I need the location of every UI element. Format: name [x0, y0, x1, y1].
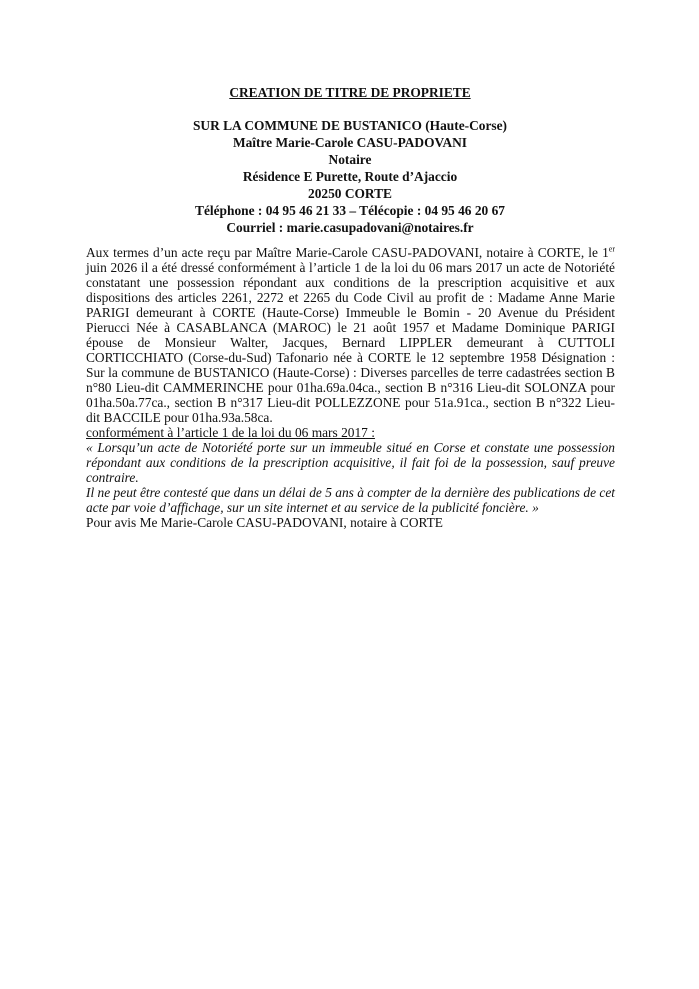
intro-text-rest: juin 2026 il a été dressé conformément à l’article 1 de la loi du 06 mars 2017 un acte de Notoriété constatant une possession répondant aux conditions de la prescription acquisitive et aux dispositions des articles 2261, 2272 et 2265 du Code Civil au profit de : Madame Anne Marie PARIGI demeurant à CORTE (Haute-Corse) Immeuble le Bomin - 20 Avenue du Président Pierucci Née à CASABLANCA (MAROC) le 21 août 1957 et Madame Dominique PARIGI épouse de Monsieur Walter, Jacques, Bernard LIPPLER demeurant à CUTTOLI CORTICCHIATO (Corse-du-Sud) Tafonario née à CORTE le 12 septembre 1958 Désignation : Sur la commune de BUSTANICO (Haute-Corse) : Diverses parcelles de terre cadastrées section B n°80 Lieu-dit CAMMERINCHE pour 01ha.69a.04ca., section B n°316 Lieu-dit SOLONZA pour 01ha.50a.77ca., section B n°317 Lieu-dit POLLEZZONE pour 51a.91ca., section B n°322 Lieu-dit BACCILE pour 01ha.93a.58ca. [86, 260, 615, 425]
intro-paragraph [86, 245, 615, 425]
email-line: Courriel : marie.casupadovani@notaires.fr [226, 220, 474, 235]
law-quote-1: « Lorsqu’un acte de Notoriété porte sur un immeuble situé en Corse et constate une possession répondant aux conditions de la prescription acquisitive, il fait foi de la possession, sauf preuve contraire. [86, 440, 615, 485]
commune-line: SUR LA COMMUNE DE BUSTANICO (Haute-Corse) [192, 118, 508, 133]
closing-line: Pour avis Me Marie-Carole CASU-PADOVANI, notaire à CORTE [86, 515, 443, 530]
address-line-1: Résidence E Purette, Route d’Ajaccio [242, 169, 458, 184]
phone-fax-line: Téléphone : 04 95 46 21 33 – Télécopie : 04 95 46 20 67 [195, 203, 505, 218]
notary-role: Notaire [328, 152, 372, 167]
law-quote-2: Il ne peut être contesté que dans un délai de 5 ans à compter de la dernière des publications de cet acte par voie d’affichage, sur un site internet et au service de la publicité foncière. » [86, 485, 615, 515]
document-title: CREATION DE TITRE DE PROPRIETE [229, 85, 471, 100]
intro-text-start: Aux termes d’un acte reçu par Maître Marie-Carole CASU-PADOVANI, notaire à CORTE, le 1 [86, 245, 609, 260]
notary-name: Maître Marie-Carole CASU-PADOVANI [232, 135, 468, 150]
law-heading: conformément à l’article 1 de la loi du 06 mars 2017 : [86, 425, 375, 440]
address-line-2: 20250 CORTE [308, 186, 392, 201]
document-header [80, 84, 620, 236]
ordinal-superscript: er [608, 244, 615, 254]
document-body [86, 245, 615, 530]
